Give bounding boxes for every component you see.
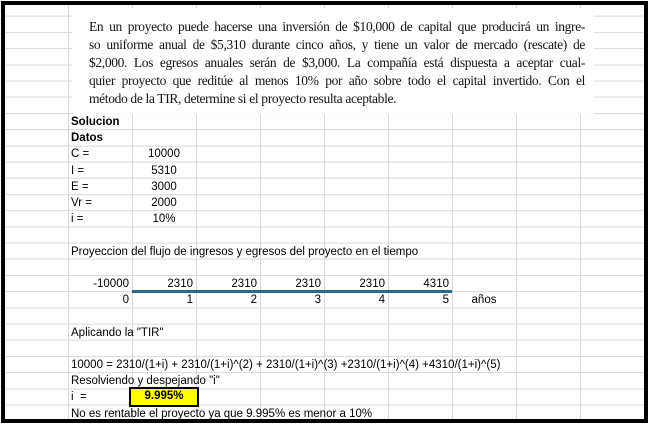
row-equation: [5, 357, 644, 373]
dato-c-value[interactable]: 10000: [148, 148, 180, 161]
result-label-cell[interactable]: i =: [71, 391, 87, 404]
row-dato-c: [5, 146, 644, 162]
problem-line-1: En un proyecto puede hacerse una inversión de $10,000 de capital que producirá un ingre-: [89, 19, 585, 34]
projection-title-cell[interactable]: Proyeccion del flujo de ingresos y egresos del proyecto en el tiempo: [71, 245, 419, 258]
dato-rate-label[interactable]: i =: [71, 213, 84, 226]
cashflow-year4[interactable]: 2310: [359, 278, 385, 290]
period-2[interactable]: 2: [250, 294, 257, 307]
dato-c-label[interactable]: C =: [71, 148, 90, 161]
row-solucion: [5, 114, 644, 130]
dato-i-label[interactable]: I =: [71, 164, 85, 177]
dato-vr-value[interactable]: 2000: [151, 197, 177, 209]
dato-rate-value[interactable]: 10%: [152, 213, 176, 226]
period-0[interactable]: 0: [122, 294, 129, 307]
dato-vr-label[interactable]: Vr =: [71, 197, 92, 209]
row-solving: [5, 373, 644, 389]
datos-header-cell[interactable]: Datos: [71, 132, 103, 145]
row-cashflows: [5, 276, 644, 292]
row-dato-vr: [5, 195, 644, 211]
problem-line-2: so uniforme anual de $5,310 durante cinco años, y tiene un valor de mercado (rescate) de: [89, 37, 585, 52]
conclusion-cell[interactable]: No es rentable el proyecto ya que 9.995% es menor a 10%: [71, 407, 373, 420]
tir-equation-cell[interactable]: 10000 = 2310/(1+i) + 2310/(1+i)^(2) + 2310/(1+i)^(3) +2310/(1+i)^(4) +4310/(1+i)^(5): [71, 359, 501, 371]
worksheet-frame: [1, 1, 648, 423]
period-5[interactable]: 5: [442, 294, 449, 307]
period-4[interactable]: 4: [378, 294, 385, 307]
solving-cell[interactable]: Resolviendo y despejando "i": [71, 375, 220, 388]
spreadsheet-grid: [5, 5, 644, 419]
row-periods: [5, 292, 644, 308]
period-3[interactable]: 3: [314, 294, 321, 307]
row-datos-header: [5, 130, 644, 146]
dato-e-label[interactable]: E =: [71, 180, 89, 193]
row-projection-title: [5, 244, 644, 260]
problem-statement: [72, 8, 594, 114]
solucion-header-cell[interactable]: Solucion: [71, 116, 120, 128]
cashflow-year1[interactable]: 2310: [167, 278, 193, 290]
applying-tir-cell[interactable]: Aplicando la "TIR": [71, 326, 164, 339]
result-highlighted-cell[interactable]: 9.995%: [129, 387, 199, 408]
cashflow-year2[interactable]: 2310: [231, 278, 257, 290]
years-axis-label[interactable]: años: [471, 294, 497, 307]
row-dato-i: [5, 163, 644, 179]
row-conclusion: [5, 406, 644, 422]
dato-e-value[interactable]: 3000: [151, 180, 177, 193]
problem-line-3: $2,000. Los egresos anuales serán de $3,000. La compañía está dispuesta a aceptar cual-: [89, 55, 585, 70]
row-dato-rate: [5, 211, 644, 227]
period-1[interactable]: 1: [186, 294, 193, 307]
problem-line-4: quier proyecto que reditúe al menos 10% por año sobre todo el capital invertido. Con el: [89, 73, 585, 88]
row-dato-e: [5, 179, 644, 195]
dato-i-value[interactable]: 5310: [151, 164, 177, 177]
cashflow-year5[interactable]: 4310: [423, 278, 449, 290]
row-result: [5, 389, 644, 405]
row-applying-tir: [5, 325, 644, 341]
cashflow-year3[interactable]: 2310: [295, 278, 321, 290]
problem-line-5: método de la TIR, determine si el proyecto resulta aceptable.: [89, 91, 397, 106]
cashflow-year0[interactable]: -10000: [93, 278, 129, 290]
